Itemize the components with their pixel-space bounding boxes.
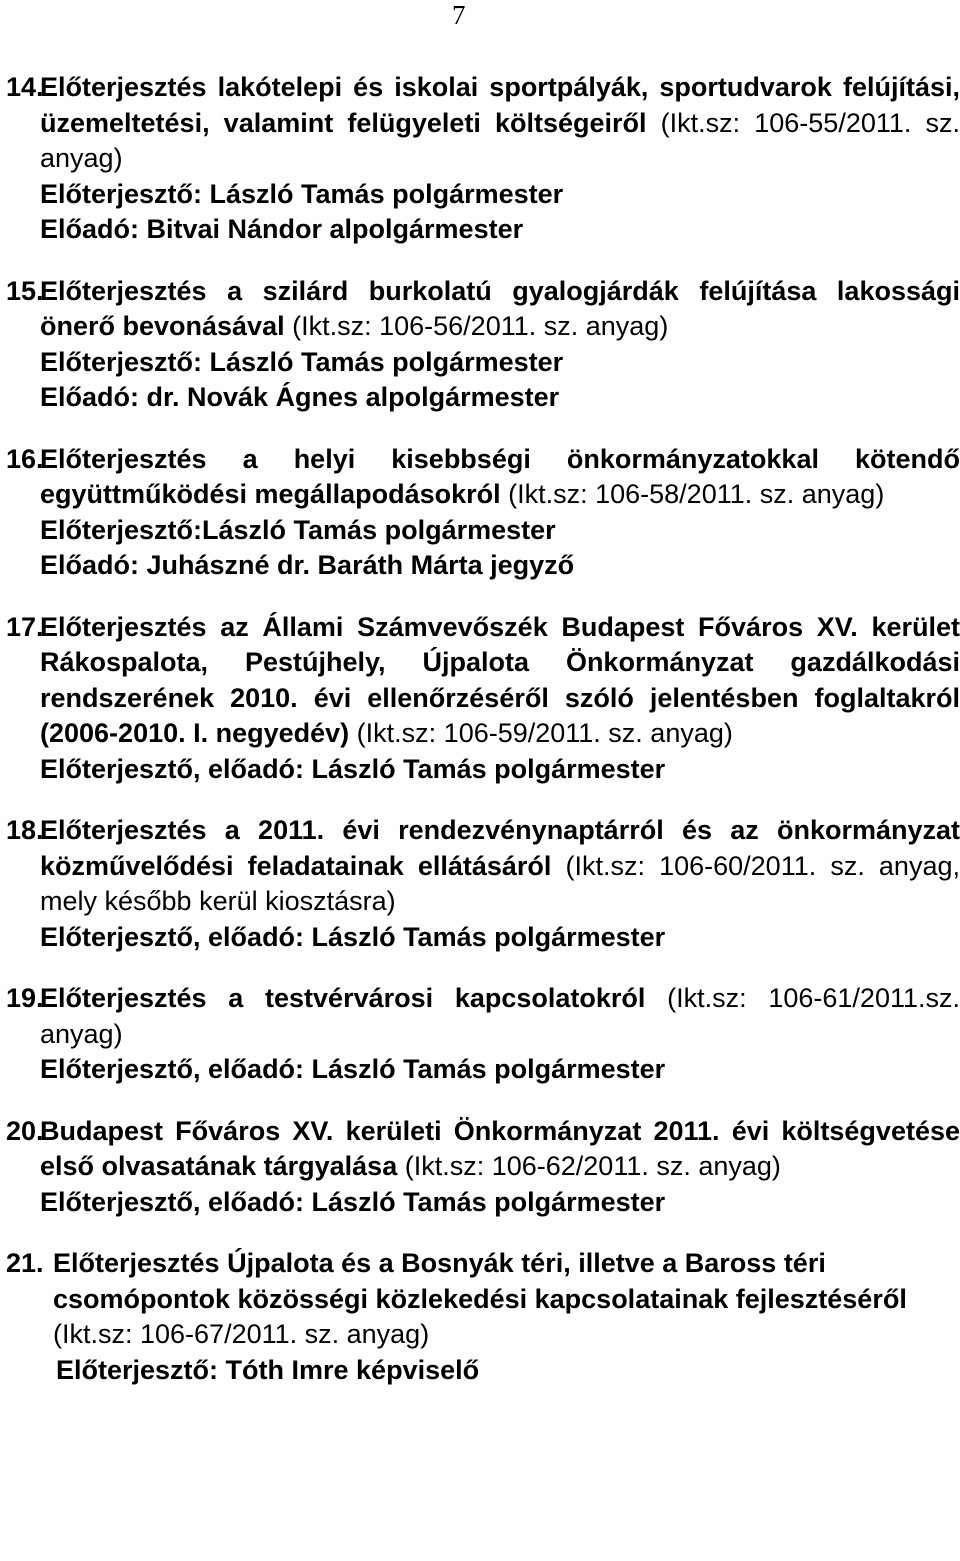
speaker-line: Előadó: Juhászné dr. Baráth Márta jegyző [40,550,575,580]
item-title [40,813,960,920]
item-number: 16. [6,443,44,474]
item-title [40,442,960,513]
item-reference: (Ikt.sz: 106-56/2011. sz. anyag) [284,311,669,341]
agenda-item-14 [0,70,960,248]
item-number: 20. [6,1115,44,1146]
presenter-speaker-line: Előterjesztő, előadó: László Tamás polgármester [40,753,666,784]
speaker-line: Előadó: Bitvai Nándor alpolgármester [40,214,524,244]
item-reference: (Ikt.sz: 106-67/2011. sz. anyag) [53,1319,430,1349]
item-number: 14. [6,72,44,102]
presenter-line: Előterjesztő: László Tamás polgármester [40,178,564,209]
item-reference: (Ikt.sz: 106-58/2011. sz. anyag) [500,479,885,509]
agenda-item-15 [0,274,960,416]
item-number: 15. [6,275,44,306]
item-title-text: Előterjesztés Újpalota és a Bosnyák téri, illetve a Baross téri csomópontok közösségi közlekedési kapcsolatainak fejlesztéséről [53,1248,907,1314]
speaker-line: Előadó: dr. Novák Ágnes alpolgármester [40,382,560,412]
item-title [53,1246,943,1353]
agenda-item-21 [0,1246,960,1388]
presenter-line: Előterjesztő:László Tamás polgármester [40,514,556,545]
agenda-item-16 [0,442,960,584]
item-number: 18. [6,815,44,845]
agenda-item-18 [0,813,960,955]
item-reference: (Ikt.sz: 106-62/2011. sz. anyag) [397,1151,781,1181]
agenda-item-20 [0,1114,960,1221]
item-title-text: Budapest Főváros XV. kerületi Önkormányzat 2011. évi költségvetése első olvasatának tárgyalása [40,1115,960,1181]
presenter-line: Előterjesztő: Tóth Imre képviselő [56,1354,480,1385]
presenter-speaker-line: Előterjesztő, előadó: László Tamás polgármester [40,921,666,952]
item-title [40,70,960,177]
item-title-text: Előterjesztés a helyi kisebbségi önkormányzatokkal kötendő együttműködési megállapodásokról [40,443,960,509]
item-reference: (Ikt.sz: 106-61/2011.sz. anyag) [40,983,960,1049]
presenter-speaker-line: Előterjesztő, előadó: László Tamás polgármester [40,1186,666,1217]
presenter-speaker-line: Előterjesztő, előadó: László Tamás polgármester [40,1054,666,1084]
item-title [40,274,960,345]
agenda-item-19 [0,981,960,1088]
item-number: 21. [6,1248,44,1278]
item-number: 19. [6,983,44,1013]
item-title-text: Előterjesztés a szilárd burkolatú gyalogjárdák felújítása lakossági önerő bevonásával [40,275,960,341]
item-reference: (Ikt.sz: 106-60/2011. sz. anyag, mely később kerül kiosztásra) [40,850,960,916]
item-title-text: Előterjesztés az Állami Számvevőszék Budapest Főváros XV. kerület Rákospalota, Pestújhely, Újpalota Önkormányzat gazdálkodási rendszerének 2010. évi ellenőrzéséről szóló jelentésben foglaltakról (2006-2010. I. negyedév) [40,611,960,748]
agenda-list [0,70,960,1414]
agenda-item-17 [0,610,960,788]
item-title-text: Előterjesztés a 2011. évi rendezvénynaptárról és az önkormányzat közművelődési feladatainak ellátásáról [40,815,960,881]
item-title [40,610,960,752]
item-title [40,981,960,1052]
item-title-text: Előterjesztés lakótelepi és iskolai sportpályák, sportudvarok felújítási, üzemeltetési, valamint felügyeleti költségeiről [40,72,960,138]
item-number: 17. [6,611,44,642]
presenter-line: Előterjesztő: László Tamás polgármester [40,346,564,377]
item-title [40,1114,960,1185]
item-title-text: Előterjesztés a testvérvárosi kapcsolatokról [40,983,646,1013]
page-number: 7 [452,0,466,30]
item-reference: (Ikt.sz: 106-55/2011. sz. anyag) [40,107,960,173]
item-reference: (Ikt.sz: 106-59/2011. sz. anyag) [349,718,733,748]
